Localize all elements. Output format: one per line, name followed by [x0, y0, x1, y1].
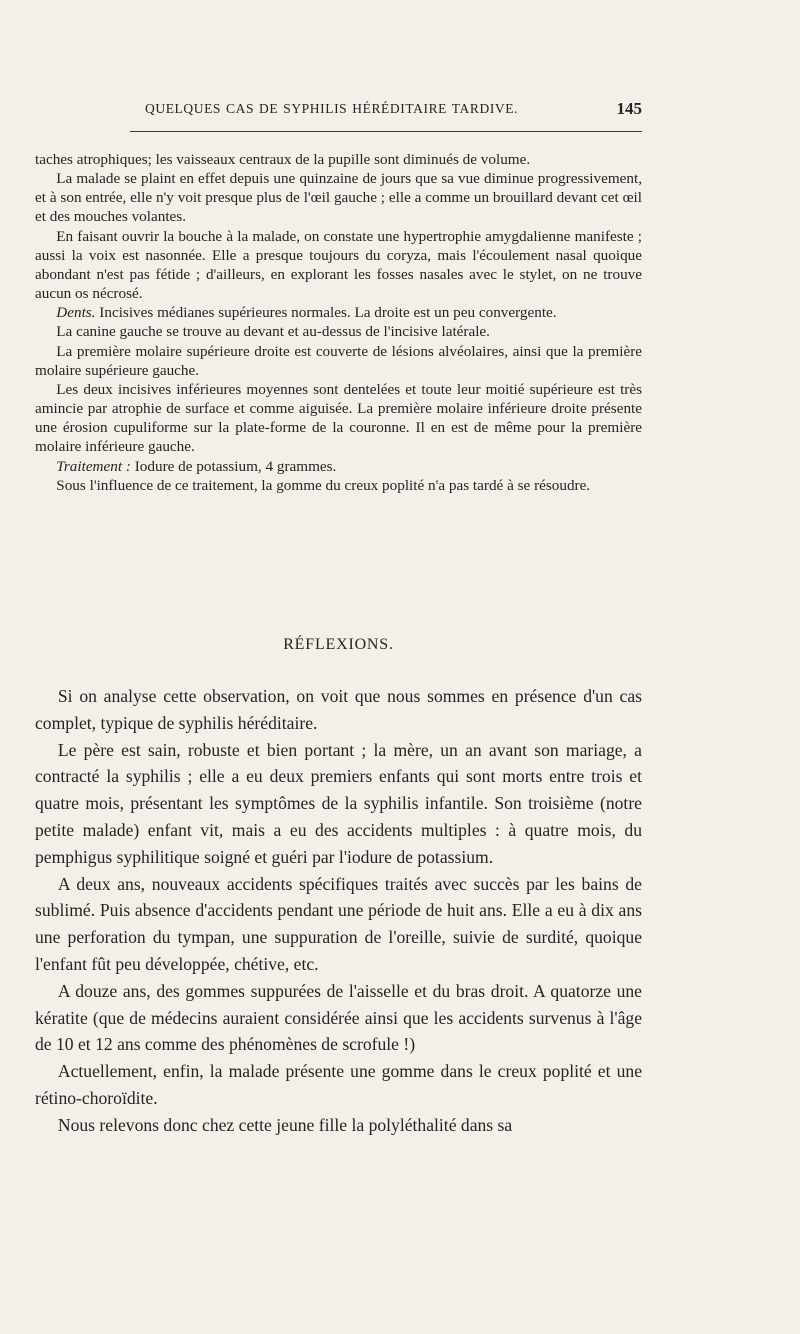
- paragraph: La malade se plaint en effet depuis une quinzaine de jours que sa vue diminue progressivement, et à son entrée, elle n'y voit presque plus de l'œil gauche ; elle a comme un brouillard devant cet œil et des mouches volantes.: [35, 170, 642, 226]
- paragraph: A douze ans, des gommes suppurées de l'aisselle et du bras droit. A quatorze une kératite (que de médecins auraient considérée ainsi que les accidents survenus à l'âge de 10 et 12 ans comme des phénomènes de scrofule !): [35, 980, 642, 1055]
- running-head: QUELQUES CAS DE SYPHILIS HÉRÉDITAIRE TARDIVE.: [145, 101, 519, 116]
- header-rule: [130, 131, 642, 132]
- paragraph: La canine gauche se trouve au devant et au-dessus de l'incisive latérale.: [56, 323, 490, 341]
- italic-label: Dents.: [56, 304, 96, 322]
- paragraph: [35, 457, 642, 476]
- page-header: [35, 101, 642, 127]
- paragraph-text: Incisives médianes supérieures normales. La droite est un peu convergente.: [95, 304, 557, 322]
- book-page: [35, 0, 642, 1334]
- section-heading: RÉFLEXIONS.: [283, 636, 394, 653]
- paragraph: En faisant ouvrir la bouche à la malade, on constate une hypertrophie amygdalienne manifeste ; aussi la voix est nasonnée. Elle a presque toujours du coryza, mais l'écoulement nasal quoique abondant n'est pas fétide ; d'ailleurs, en explorant les fosses nasales avec le stylet, on ne trouve aucun os nécrosé.: [35, 227, 642, 303]
- case-observation: [35, 150, 642, 495]
- reflexions-text: [35, 683, 642, 1139]
- paragraph: taches atrophiques; les vaisseaux centraux de la pupille sont diminués de volume.: [35, 151, 531, 168]
- italic-label: Traitement :: [56, 457, 131, 475]
- paragraph: Sous l'influence de ce traitement, la gomme du creux poplité n'a pas tardé à se résoudre.: [56, 476, 591, 494]
- paragraph-text: Iodure de potassium, 4 grammes.: [130, 457, 337, 475]
- paragraph: La première molaire supérieure droite est couverte de lésions alvéolaires, ainsi que la première molaire supérieure gauche.: [35, 342, 642, 379]
- paragraph: A deux ans, nouveaux accidents spécifiques traités avec succès par les bains de sublimé. Puis absence d'accidents pendant une période de huit ans. Elle a eu à dix ans une perforation du tympan, une suppuration de l'oreille, suivie de surdité, quoique l'enfant fût peu développée, chétive, etc.: [35, 873, 642, 974]
- paragraph: Nous relevons donc chez cette jeune fille la polyléthalité dans sa: [57, 1114, 513, 1135]
- page-number: 145: [616, 99, 642, 118]
- paragraph: Les deux incisives inférieures moyennes sont dentelées et toute leur moitié supérieure est très amincie par atrophie de surface et comme aiguisée. La première molaire inférieure droite présente une érosion cupuliforme sur la plate-forme de la couronne. Il en est de même pour la première molaire inférieure gauche.: [35, 380, 642, 456]
- paragraph: [35, 303, 642, 322]
- paragraph: Si on analyse cette observation, on voit que nous sommes en présence d'un cas complet, typique de syphilis héréditaire.: [35, 686, 642, 733]
- paragraph: Le père est sain, robuste et bien portant ; la mère, un an avant son mariage, a contracté la syphilis ; elle a eu deux premiers enfants qui sont morts entre trois et quatre mois, présentant les symptômes de la syphilis infantile. Son troisième (notre petite malade) enfant vit, mais a eu des accidents multiples : à quatre mois, du pemphigus syphilitique soigné et guéri par l'iodure de potassium.: [35, 739, 642, 867]
- paragraph: Actuellement, enfin, la malade présente une gomme dans le creux poplité et une rétino-choroïdite.: [35, 1061, 642, 1108]
